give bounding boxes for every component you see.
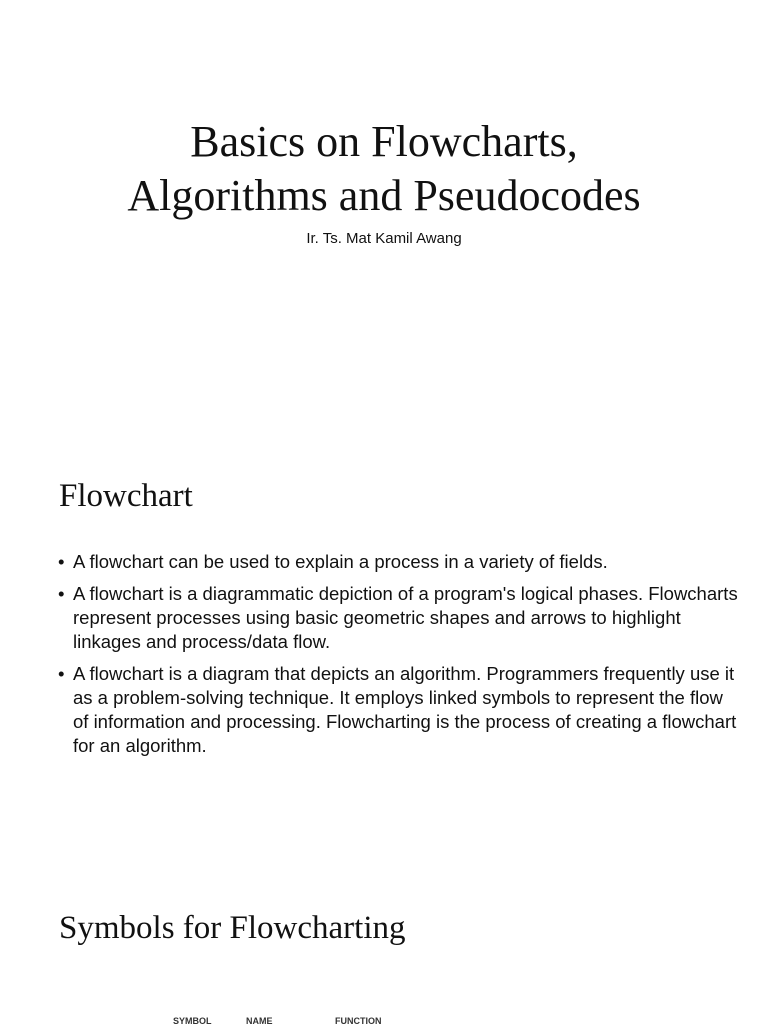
bullet-text: A flowchart is a diagrammatic depiction of a program's logical phases. Flowcharts represent processes using basic geometric shapes and arrows to highlight linkages and process/data flow. [73,583,738,652]
symbols-heading: Symbols for Flowcharting [59,910,406,946]
document-title [0,115,768,223]
flowchart-heading: Flowchart [59,478,193,514]
bullet-item [58,662,738,758]
bullet-marker: • [58,583,65,604]
flowchart-bullet-list [58,550,738,766]
column-header-symbol: SYMBOL [173,1016,212,1024]
bullet-marker: • [58,663,65,684]
bullet-item [58,582,738,654]
bullet-item [58,550,738,574]
title-line-2: Algorithms and Pseudocodes [127,171,641,220]
author-name: Ir. Ts. Mat Kamil Awang [306,230,462,247]
bullet-text: A flowchart is a diagram that depicts an algorithm. Programmers frequently use it as a problem-solving technique. It employs linked symbols to represent the flow of information and processing. Flowcharting is the process of creating a flowchart for an algorithm. [73,663,737,756]
bullet-marker: • [58,551,65,572]
column-header-name: NAME [246,1016,273,1024]
title-line-1: Basics on Flowcharts, [190,117,578,166]
column-header-function: FUNCTION [335,1016,382,1024]
bullet-text: A flowchart can be used to explain a process in a variety of fields. [73,551,608,572]
symbols-table-header [0,1016,768,1024]
